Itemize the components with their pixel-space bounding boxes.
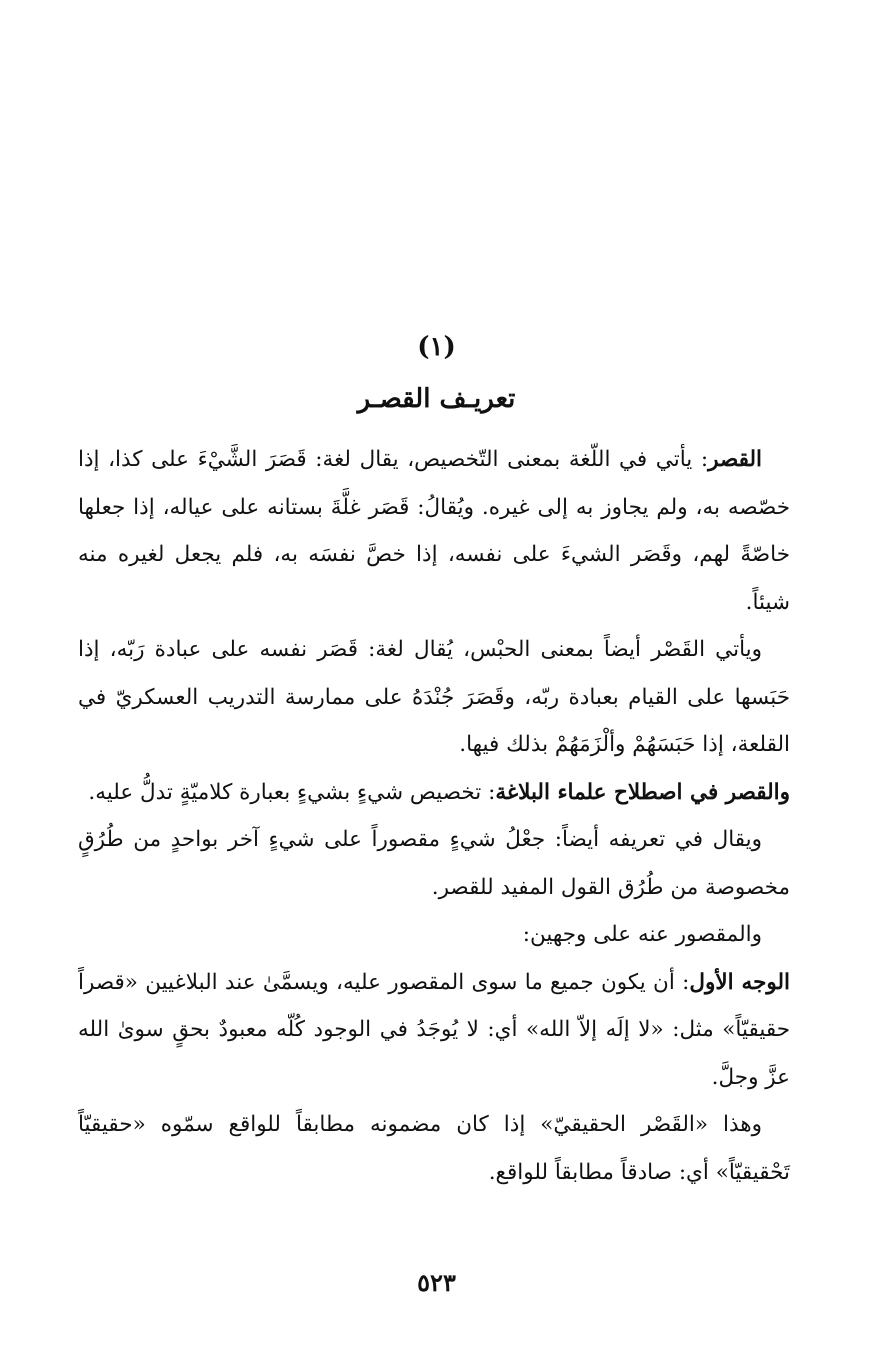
paragraph-two-aspects [78, 911, 790, 959]
body-text [78, 436, 790, 1196]
paragraph-meaning-confinement [78, 626, 790, 769]
paragraph-lead: الوجه الأول [689, 969, 790, 995]
section-title: تعريـف القصـر [357, 384, 516, 414]
paragraph-text: وهذا «القَصْر الحقيقيّ» إذا كان مضمونه مطابقاً للواقع سمّوه «حقيقيّاً تَحْقيقيّاً» أي: صادقاً مطابقاً للواقع. [78, 1112, 790, 1185]
paragraph-definition-rhetoric [78, 769, 790, 817]
paragraph-text: ويقال في تعريفه أيضاً: جعْلُ شيءٍ مقصوراً على شيءٍ آخر بواحدٍ من طُرُقٍ مخصوصة من طُرُق القول المفيد للقصر. [78, 827, 790, 900]
section-number: (١) [417, 332, 456, 362]
paragraph-lead: والقصر في اصطلاح علماء البلاغة [495, 779, 790, 805]
paragraph-lead: القصر [708, 447, 762, 472]
paragraph-text: : يأتي في اللّغة بمعنى التّخصيص، يقال لغة: قَصَرَ الشَّيْءَ على كذا، إذا خصّصه به، ولم يجاوز به إلى غيره. ويُقالُ: قَصَر غلَّةَ بستانه على عياله، إذا جعلها خاصّةً لهم، وقَصَر الشيءَ على نفسه، إذا خصَّ نفسَه به، فلم يجعل لغيره منه شيئاً. [78, 447, 790, 615]
paragraph-text: والمقصور عنه على وجهين: [522, 922, 762, 947]
paragraph-first-aspect [78, 959, 790, 1102]
paragraph-alternate-definition [78, 816, 790, 911]
paragraph-real-confinement [78, 1101, 790, 1196]
paragraph-text: ويأتي القَصْر أيضاً بمعنى الحبْس، يُقال لغة: قَصَر نفسه على عبادة رَبّه، إذا حَبَسها على القيام بعبادة ربّه، وقَصَرَ جُنْدَهُ على ممارسة التدريب العسكريّ في القلعة، إذا حَبَسَهُمْ وألْزَمَهُمْ بذلك فيها. [78, 637, 790, 757]
page-number: ٥٢٣ [417, 1268, 456, 1297]
paragraph-text: : أن يكون جميع ما سوى المقصور عليه، ويسمَّىٰ عند البلاغيين «قصراً حقيقيّاً» مثل: «لا إلَه إلاّ الله» أي: لا يُوجَدُ في الوجود كُلّه معبودٌ بحقٍ سوىٰ الله عزَّ وجلَّ. [78, 969, 790, 1090]
paragraph-text: : تخصيص شيءٍ بشيءٍ بعبارة كلاميّةٍ تدلُّ عليه. [88, 779, 496, 805]
paragraph-definition-language [78, 436, 790, 626]
